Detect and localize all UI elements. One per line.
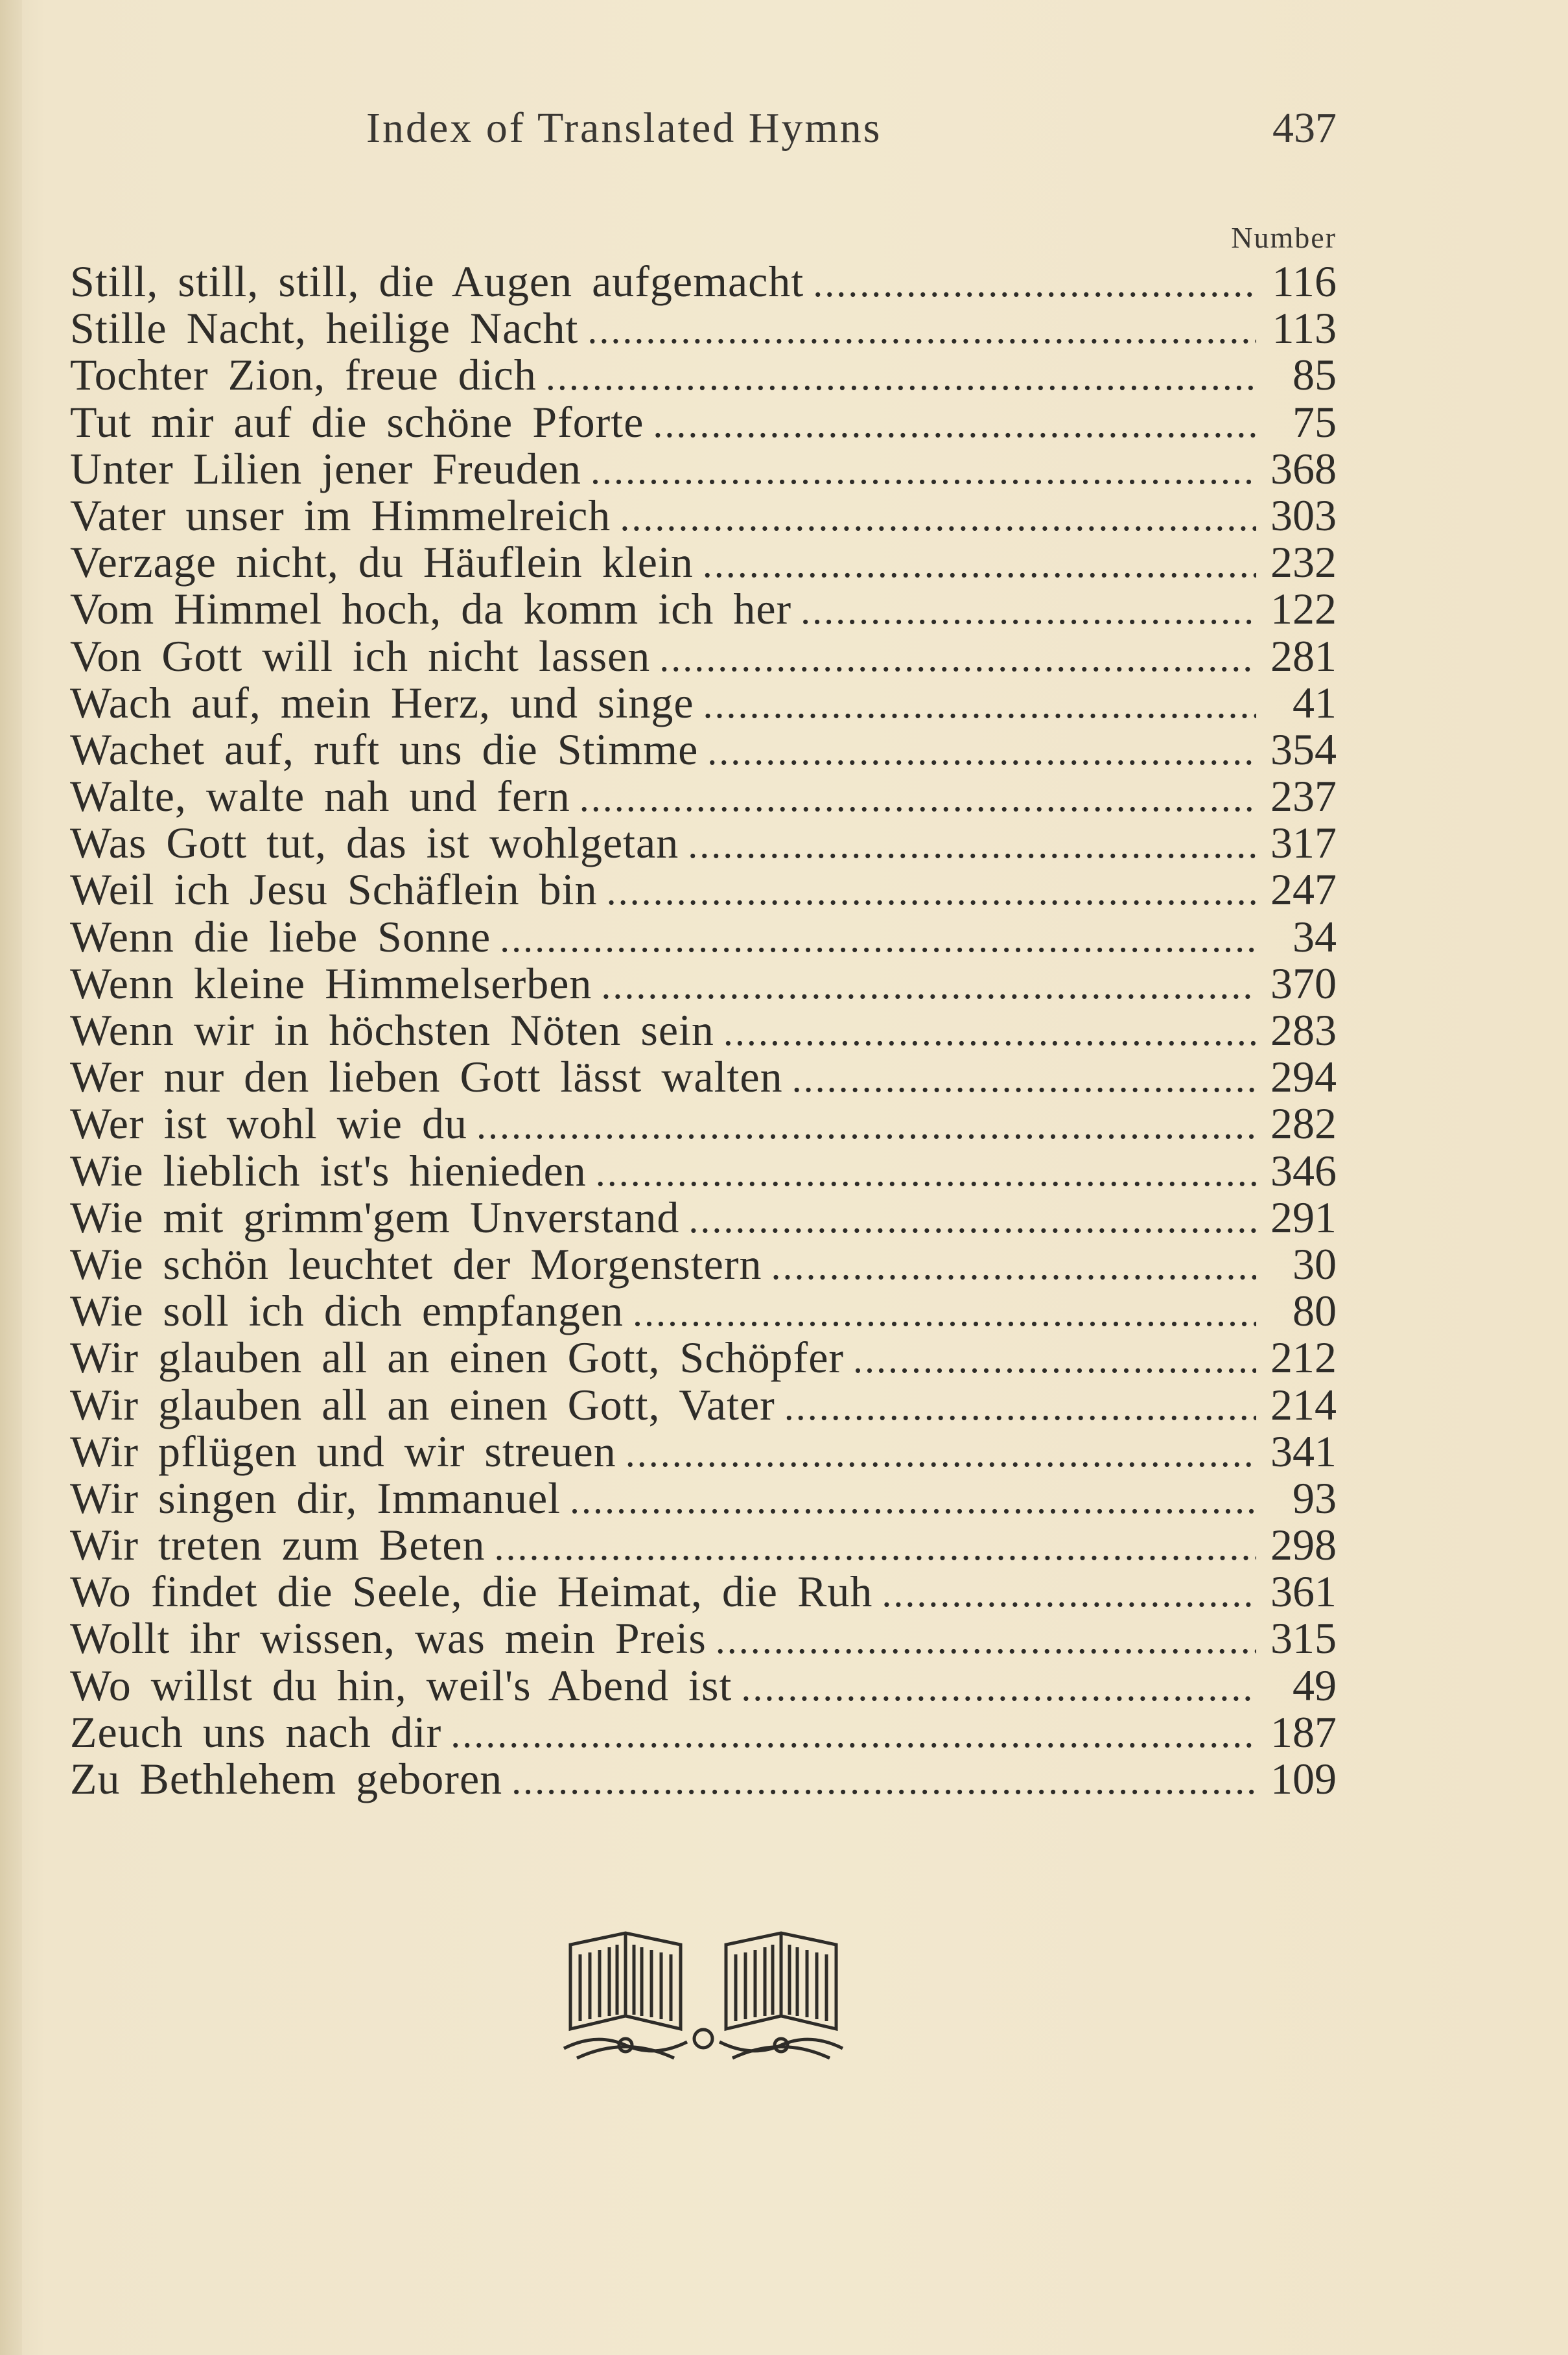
hymn-title: Wir pflügen und wir streuen [70,1426,616,1476]
hymn-title: Zeuch uns nach dir [70,1707,442,1757]
hymn-number: 247 [1270,865,1337,915]
hymn-number: 109 [1270,1754,1337,1803]
hymn-number: 361 [1270,1567,1337,1617]
hymn-title: Wollt ihr wissen, was mein Preis [70,1613,707,1663]
index-entry [70,1615,1337,1661]
number-column-label: Number [1231,221,1337,254]
hymn-title: Wir singen dir, Immanuel [70,1473,561,1523]
hymn-index-list [70,258,1337,1802]
index-entry [70,1334,1337,1381]
dot-leader [659,635,1256,681]
dot-leader [570,1477,1256,1523]
dot-leader [792,1055,1256,1102]
hymn-number: 317 [1270,818,1337,868]
dot-leader [801,587,1256,634]
index-entry [70,258,1337,305]
dot-leader [723,1009,1256,1055]
hymn-title: Wo willst du hin, weil's Abend ist [70,1660,732,1710]
dot-leader [703,541,1256,587]
hymn-number: 303 [1270,490,1337,540]
index-entry [70,960,1337,1007]
dot-leader [476,1102,1256,1149]
hymn-number: 113 [1272,303,1337,353]
hymn-number: 116 [1272,257,1337,306]
hymn-number: 237 [1270,771,1337,821]
dot-leader [771,1243,1256,1289]
dot-leader [853,1336,1256,1383]
hymn-title: Wir glauben all an einen Gott, Schöpfer [70,1333,845,1383]
hymn-title: Wir treten zum Beten [70,1520,486,1570]
hymn-number: 341 [1270,1426,1337,1476]
hymn-number: 370 [1270,958,1337,1008]
hymn-number: 354 [1270,724,1337,774]
page-spine-edge [0,0,22,2355]
dot-leader [601,962,1256,1009]
index-entry [70,585,1337,632]
index-entry [70,1475,1337,1521]
index-entry [70,351,1337,398]
dot-leader [494,1523,1256,1570]
hymn-number: 41 [1293,677,1337,727]
dot-leader [579,775,1256,821]
dot-leader [813,260,1256,307]
index-entry [70,633,1337,679]
index-entry [70,399,1337,445]
hymn-title: Weil ich Jesu Schäflein bin [70,865,598,915]
hymn-number: 281 [1270,631,1337,681]
hymn-title: Wie lieblich ist's hienieden [70,1145,587,1195]
header-title: Index of Translated Hymns [366,104,882,152]
hymn-title: Vater unser im Himmelreich [70,490,611,540]
dot-leader [784,1383,1256,1430]
dot-leader [626,1430,1256,1477]
index-entry [70,305,1337,351]
hymn-number: 283 [1270,1005,1337,1055]
dot-leader [587,307,1256,353]
hymn-number: 214 [1270,1379,1337,1429]
index-entry [70,445,1337,492]
dot-leader [591,447,1256,494]
dot-leader [882,1570,1256,1617]
dot-leader [620,494,1256,541]
hymn-title: Unter Lilien jener Freuden [70,443,581,493]
dot-leader [688,1196,1256,1243]
index-entry [70,819,1337,866]
hymn-title: Wenn kleine Himmelserben [70,958,592,1008]
dot-leader [451,1711,1256,1757]
hymn-title: Stille Nacht, heilige Nacht [70,303,579,353]
index-entry [70,1428,1337,1475]
hymn-number: 298 [1270,1520,1337,1570]
index-entry [70,1100,1337,1147]
index-entry [70,1568,1337,1615]
hymn-title: Wie soll ich dich empfangen [70,1286,624,1336]
index-entry [70,1053,1337,1100]
index-entry [70,1521,1337,1568]
hymn-title: Wer ist wohl wie du [70,1099,467,1149]
hymn-number: 80 [1293,1286,1337,1336]
hymn-number: 294 [1270,1052,1337,1102]
dot-leader [511,1757,1256,1804]
dot-leader [633,1289,1256,1336]
hymn-number: 212 [1270,1333,1337,1383]
hymn-title: Verzage nicht, du Häuflein klein [70,537,694,587]
dot-leader [716,1617,1256,1663]
hymn-number: 49 [1293,1660,1337,1710]
hymn-number: 93 [1293,1473,1337,1523]
dot-leader [741,1664,1256,1711]
hymn-title: Wo findet die Seele, die Heimat, die Ruh [70,1567,873,1617]
hymn-title: Tut mir auf die schöne Pforte [70,397,644,447]
page-number: 437 [1272,104,1337,152]
hymn-title: Tochter Zion, freue dich [70,350,537,400]
index-entry [70,1381,1337,1428]
dot-leader [688,821,1256,868]
index-entry [70,1755,1337,1802]
dot-leader [607,868,1256,915]
hymn-title: Wir glauben all an einen Gott, Vater [70,1379,775,1429]
hymn-title: Wenn die liebe Sonne [70,911,491,961]
index-entry [70,1147,1337,1194]
index-entry [70,773,1337,819]
hymn-title: Zu Bethlehem geboren [70,1754,503,1803]
hymn-title: Vom Himmel hoch, da komm ich her [70,584,792,634]
hymn-number: 187 [1270,1707,1337,1757]
hymn-number: 315 [1270,1613,1337,1663]
index-entry [70,492,1337,539]
hymn-number: 34 [1293,911,1337,961]
hymn-title: Was Gott tut, das ist wohlgetan [70,818,679,868]
index-entry [70,1241,1337,1287]
hymn-title: Wer nur den lieben Gott lässt walten [70,1052,783,1102]
index-entry [70,913,1337,960]
hymn-number: 346 [1270,1145,1337,1195]
index-entry [70,539,1337,585]
hymn-title: Walte, walte nah und fern [70,771,570,821]
hymn-title: Wie schön leuchtet der Morgenstern [70,1239,762,1289]
hymn-title: Wie mit grimm'gem Unverstand [70,1192,680,1242]
hymn-number: 282 [1270,1099,1337,1149]
running-header [0,104,1568,169]
index-entry [70,679,1337,726]
dot-leader [546,353,1256,400]
index-entry [70,1662,1337,1709]
dot-leader [707,728,1256,775]
open-book-ornament-icon [557,1919,849,2068]
dot-leader [653,401,1256,447]
index-entry [70,726,1337,773]
hymn-number: 122 [1270,584,1337,634]
index-entry [70,1709,1337,1755]
index-entry [70,1007,1337,1053]
hymn-title: Still, still, still, die Augen aufgemacht [70,257,804,306]
hymn-title: Wachet auf, ruft uns die Stimme [70,724,699,774]
index-entry [70,1287,1337,1334]
hymn-number: 75 [1293,397,1337,447]
hymn-title: Wenn wir in höchsten Nöten sein [70,1005,714,1055]
hymn-title: Von Gott will ich nicht lassen [70,631,651,681]
hymn-number: 232 [1270,537,1337,587]
dot-leader [500,915,1256,962]
hymn-number: 30 [1293,1239,1337,1289]
dot-leader [703,681,1256,728]
index-entry [70,1194,1337,1241]
hymn-title: Wach auf, mein Herz, und singe [70,677,694,727]
hymn-number: 368 [1270,443,1337,493]
hymn-number: 85 [1293,350,1337,400]
dot-leader [596,1149,1256,1196]
hymn-number: 291 [1270,1192,1337,1242]
index-entry [70,866,1337,913]
